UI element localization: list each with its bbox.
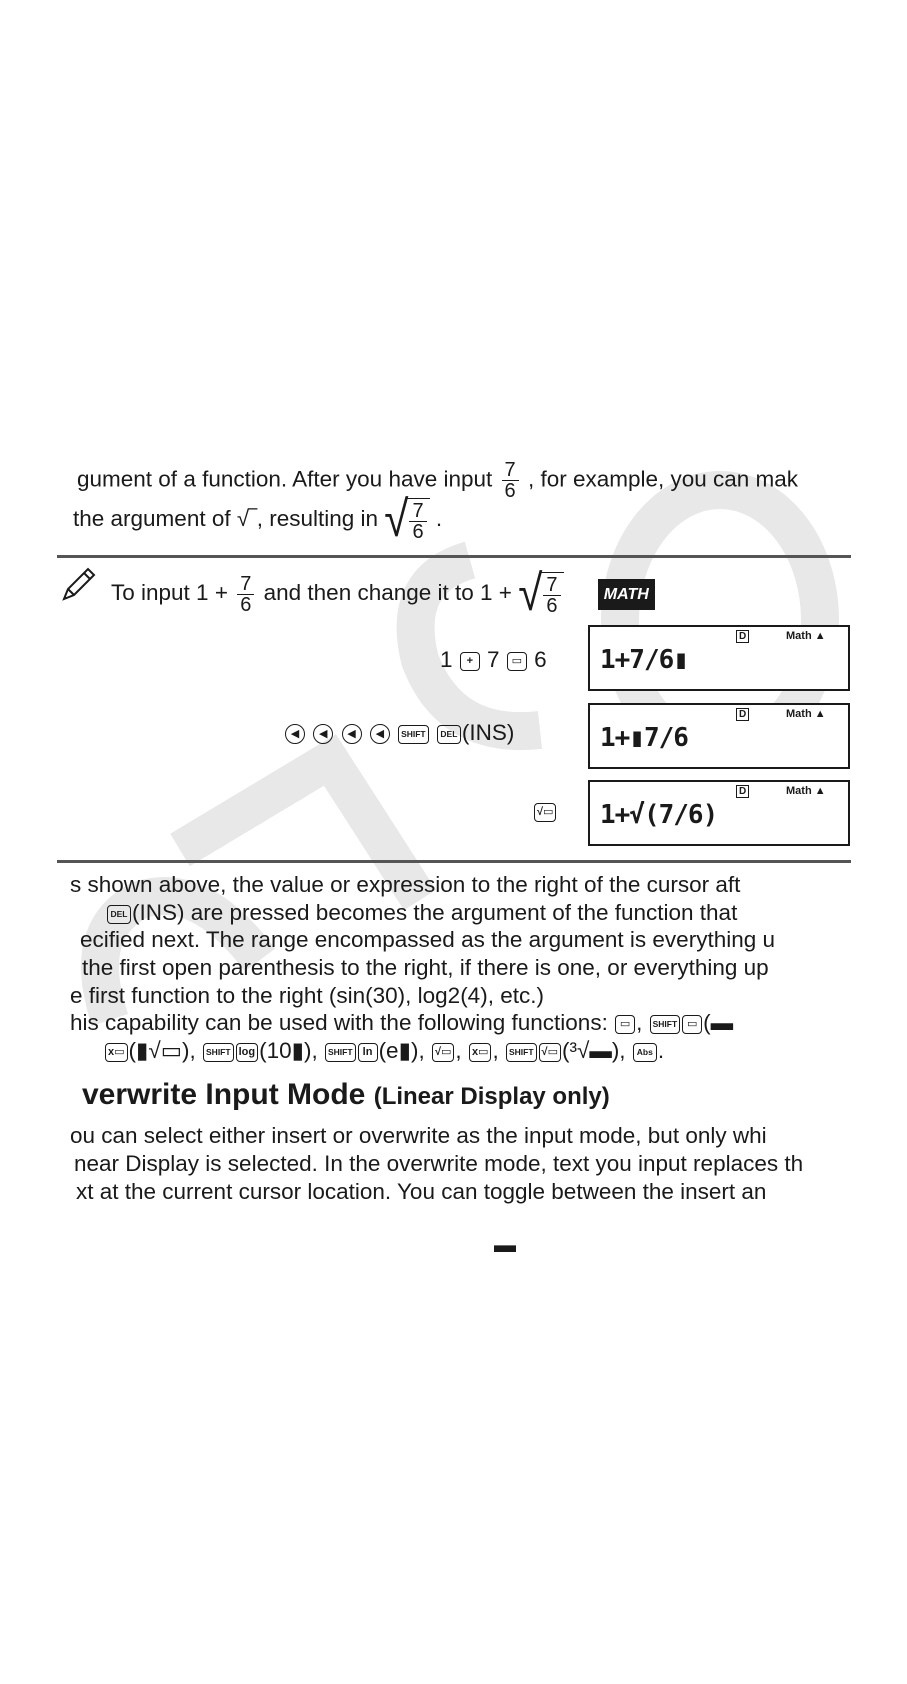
degree-indicator: D (736, 630, 749, 643)
intro-line-2 (73, 491, 443, 548)
shift-key: SHIFT (325, 1043, 356, 1062)
shift-key: SHIFT (506, 1043, 537, 1062)
del-key: DEL (437, 725, 461, 744)
example-text: To input 1 + (111, 579, 228, 605)
key-6: 6 (534, 647, 547, 672)
section-line-3: xt at the current cursor location. You can toggle between the insert an (76, 1179, 767, 1204)
display-expression: 1+7/6▮ (600, 645, 688, 675)
left-arrow-key: ◀ (285, 724, 305, 744)
divider-bottom (57, 860, 851, 863)
key-7: 7 (487, 647, 500, 672)
function-text: (e▮), (378, 1038, 425, 1063)
function-text: (10▮), (259, 1038, 318, 1063)
section-title: verwrite Input Mode (82, 1078, 366, 1111)
step-2-keys (284, 719, 514, 746)
left-arrow-key: ◀ (342, 724, 362, 744)
divider-top (57, 555, 851, 558)
calc-display-2 (588, 703, 850, 769)
shift-key: SHIFT (650, 1015, 681, 1034)
body-line-6: his capability can be used with the following functions: ▭ , SHIFT ▭ (▬ (70, 1010, 734, 1035)
body-line-7 (104, 1037, 664, 1064)
section-heading (82, 1078, 610, 1112)
sqrt-key: √▭ (534, 803, 556, 822)
function-text: (▮√▭), (128, 1038, 196, 1063)
fraction: $\frac{7}{6}$ (502, 460, 519, 501)
plus-key: + (460, 652, 480, 671)
pencil-icon (60, 565, 98, 608)
calc-display-1 (588, 625, 850, 691)
body-line-2 (106, 899, 737, 926)
page-marker: ▬ (494, 1232, 516, 1257)
body-line-3: ecified next. The range encompassed as the argument is everything u (80, 927, 775, 952)
calc-display-3 (588, 780, 850, 846)
math-indicator: Math ▲ (786, 785, 826, 797)
power-key: x▭ (469, 1043, 492, 1062)
section-line-1: ou can select either insert or overwrite as the input mode, but only whi (70, 1123, 767, 1148)
section-line-2: near Display is selected. In the overwrite mode, text you input replaces th (74, 1151, 804, 1176)
intro-text: gument of a function. After you have input (77, 466, 493, 492)
function-text: (³√▬), (561, 1038, 626, 1063)
fraction-key: ▭ (615, 1015, 635, 1034)
shift-key: SHIFT (398, 725, 429, 744)
fraction-key: ▭ (682, 1015, 702, 1034)
ln-key: ln (358, 1043, 378, 1062)
sqrt-key: √▭ (432, 1043, 454, 1062)
intro-text: , resulting in (256, 505, 379, 531)
degree-indicator: D (736, 785, 749, 798)
example-title (111, 565, 655, 622)
intro-line-1 (77, 460, 798, 501)
function-text: , (492, 1038, 499, 1063)
sqrt-symbol: √‾ (236, 505, 257, 531)
body-text: his capability can be used with the following functions: (70, 1010, 608, 1035)
log-key: log (236, 1043, 259, 1062)
ins-label: (INS) (461, 720, 515, 745)
intro-text: , for example, you can mak (527, 466, 799, 492)
del-key: DEL (107, 905, 131, 924)
math-mode-badge: MATH (598, 579, 655, 610)
section-subtitle: (Linear Display only) (373, 1083, 610, 1110)
fraction: $\frac{7}{6}$ (237, 574, 254, 615)
body-text: (INS) are pressed becomes the argument of the function that (132, 900, 738, 925)
left-arrow-key: ◀ (370, 724, 390, 744)
degree-indicator: D (736, 708, 749, 721)
example-text: and then change it to 1 + (263, 579, 512, 605)
fraction-key: ▭ (507, 652, 527, 671)
function-text: . (657, 1038, 665, 1063)
step-1-keys (440, 646, 547, 673)
body-line-1: s shown above, the value or expression to the right of the cursor aft (70, 872, 741, 897)
left-arrow-key: ◀ (313, 724, 333, 744)
sqrt-key: √▭ (539, 1043, 561, 1062)
math-indicator: Math ▲ (786, 708, 826, 720)
sqrt-fraction: √ $\frac{7}{6}$ (384, 498, 429, 542)
display-expression: 1+√(7/6) (600, 800, 718, 830)
body-line-5: e first function to the right (sin(30), log2(4), etc.) (70, 983, 544, 1008)
power-key: x▭ (105, 1043, 128, 1062)
intro-text: . (435, 505, 443, 531)
intro-text: the argument of (73, 505, 231, 531)
body-line-4: the first open parenthesis to the right, if there is one, or everything up (82, 955, 769, 980)
key-1: 1 (440, 647, 453, 672)
function-text: (▬ (703, 1010, 734, 1035)
sqrt-fraction: √ $\frac{7}{6}$ (518, 572, 563, 616)
math-indicator: Math ▲ (786, 630, 826, 642)
abs-key: Abs (633, 1043, 657, 1062)
display-expression: 1+▮7/6 (600, 723, 688, 753)
function-text: , (455, 1038, 462, 1063)
step-3-keys (533, 797, 557, 824)
shift-key: SHIFT (203, 1043, 234, 1062)
